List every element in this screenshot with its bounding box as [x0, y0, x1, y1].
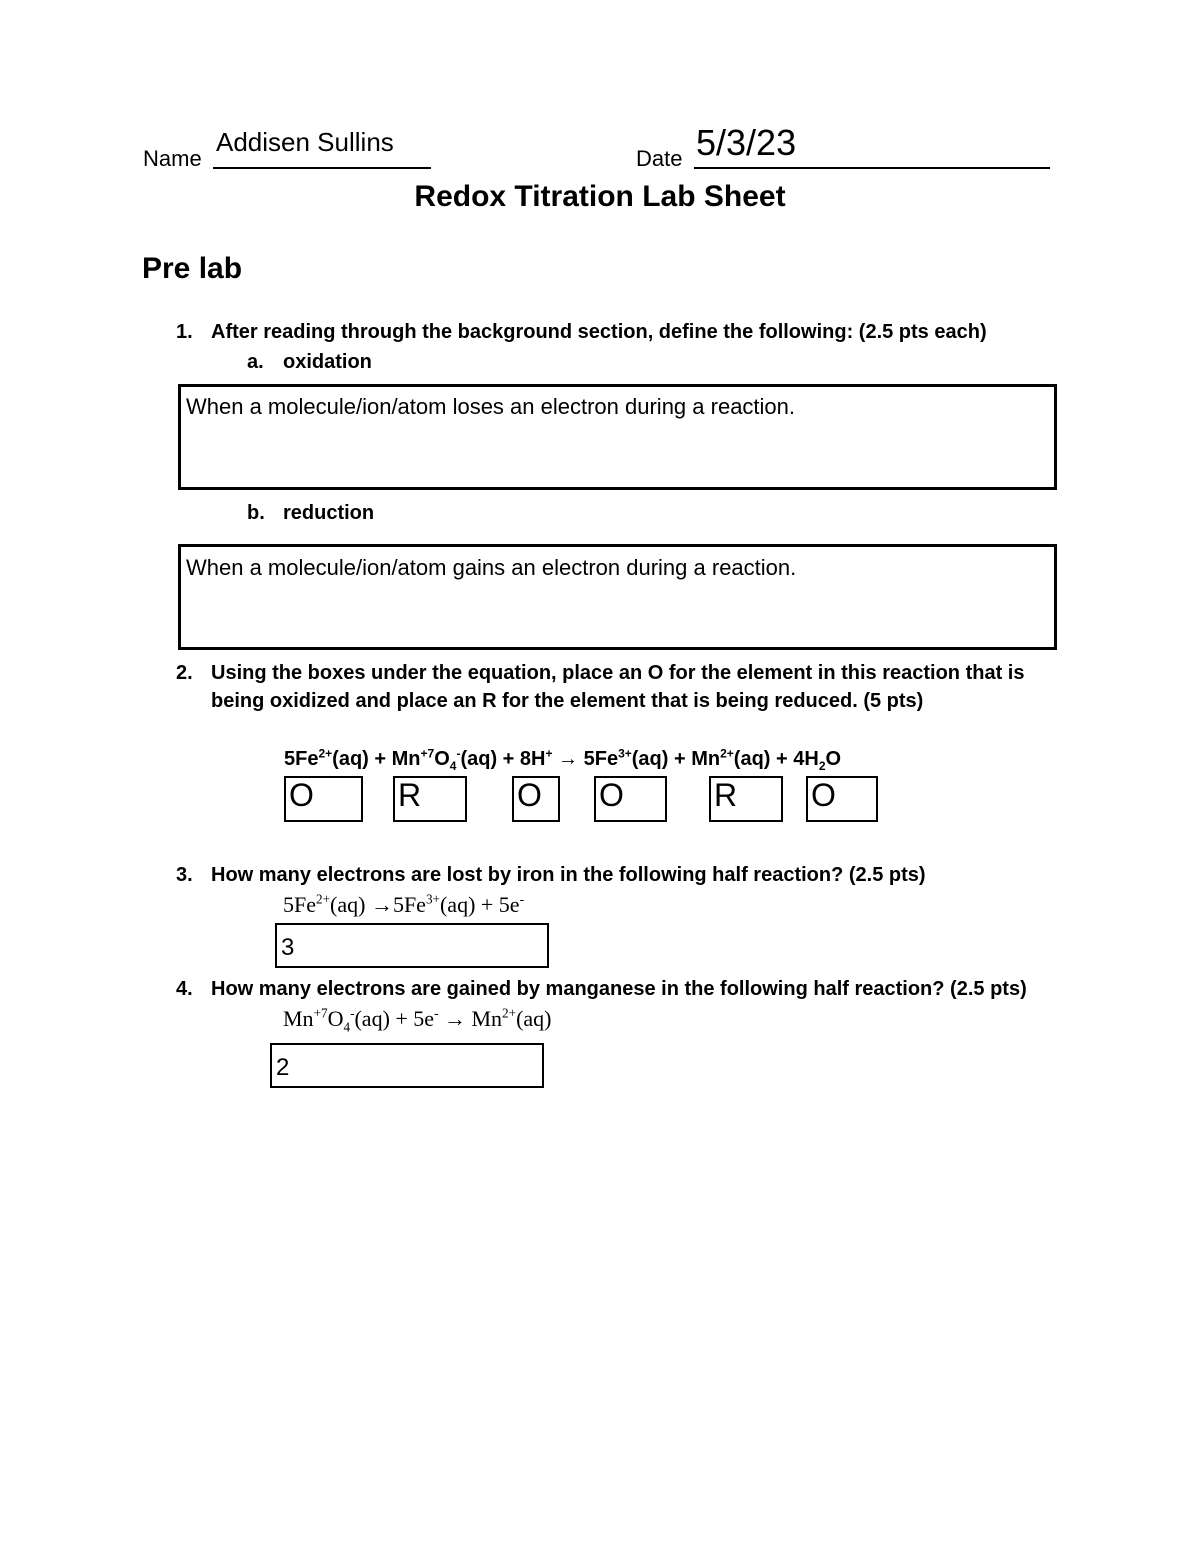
name-label: Name [143, 146, 202, 171]
q3-text: How many electrons are lost by iron in the following half reaction? (2.5 pts) [211, 864, 926, 886]
iron-electrons-answer: 3 [281, 934, 295, 961]
iron-electrons-box[interactable] [275, 923, 549, 968]
page-title: Redox Titration Lab Sheet [414, 180, 786, 213]
q3-number: 3. [176, 864, 193, 886]
q4-text: How many electrons are gained by manganese in the following half reaction? (2.5 pts) [211, 978, 1027, 1000]
q1-number: 1. [176, 321, 193, 343]
manganese-electrons-box[interactable] [270, 1043, 544, 1088]
reduction-answer-box[interactable] [178, 544, 1057, 650]
oxidation-answer-box[interactable] [178, 384, 1057, 490]
q2-line2: being oxidized and place an R for the element that is being reduced. (5 pts) [211, 690, 924, 712]
name-underline [213, 167, 431, 169]
q1b-label: b. [247, 502, 265, 524]
section-heading: Pre lab [142, 252, 243, 285]
name-value[interactable]: Addisen Sullins [216, 127, 394, 157]
redox-equation: $5Fe^{2+}(aq) + Mn^{+7}O_4^-(aq) + 8H^+ \to 5Fe^{3+}(aq) + Mn^{2+}(aq) + 4H_2O$ [284, 746, 842, 773]
q2-line1: Using the boxes under the equation, place an O for the element in this reaction that is [211, 662, 1025, 684]
q1a-label: a. [247, 351, 264, 373]
iron-half-reaction: $5Fe^{2+}(aq) \to 5Fe^{3+}(aq) + 5e^-$ [283, 891, 524, 917]
manganese-half-reaction: $Mn^{+7}O_4^-(aq) + 5e^- \to Mn^{2+}(aq)$ [283, 1005, 552, 1035]
answer-box-mn7[interactable]: R [393, 776, 467, 822]
oxidation-answer: When a molecule/ion/atom loses an electron during a reaction. [186, 394, 796, 419]
date-value[interactable]: 5/3/23 [696, 122, 797, 163]
answer-box-mn2[interactable]: R [709, 776, 783, 822]
q1-text: After reading through the background section, define the following: (2.5 pts each) [211, 321, 987, 343]
q1a-text: oxidation [283, 351, 372, 373]
q2-number: 2. [176, 662, 193, 684]
manganese-electrons-answer: 2 [276, 1054, 290, 1081]
answer-box-fe2[interactable]: O [284, 776, 363, 822]
date-label: Date [636, 146, 683, 171]
q4-number: 4. [176, 978, 193, 1000]
q1b-text: reduction [283, 502, 375, 524]
date-underline [694, 167, 1050, 169]
answer-box-h2o[interactable]: O [806, 776, 878, 822]
reduction-answer: When a molecule/ion/atom gains an electron during a reaction. [186, 555, 797, 580]
answer-box-h[interactable]: O [512, 776, 560, 822]
answer-box-fe3[interactable]: O [594, 776, 667, 822]
